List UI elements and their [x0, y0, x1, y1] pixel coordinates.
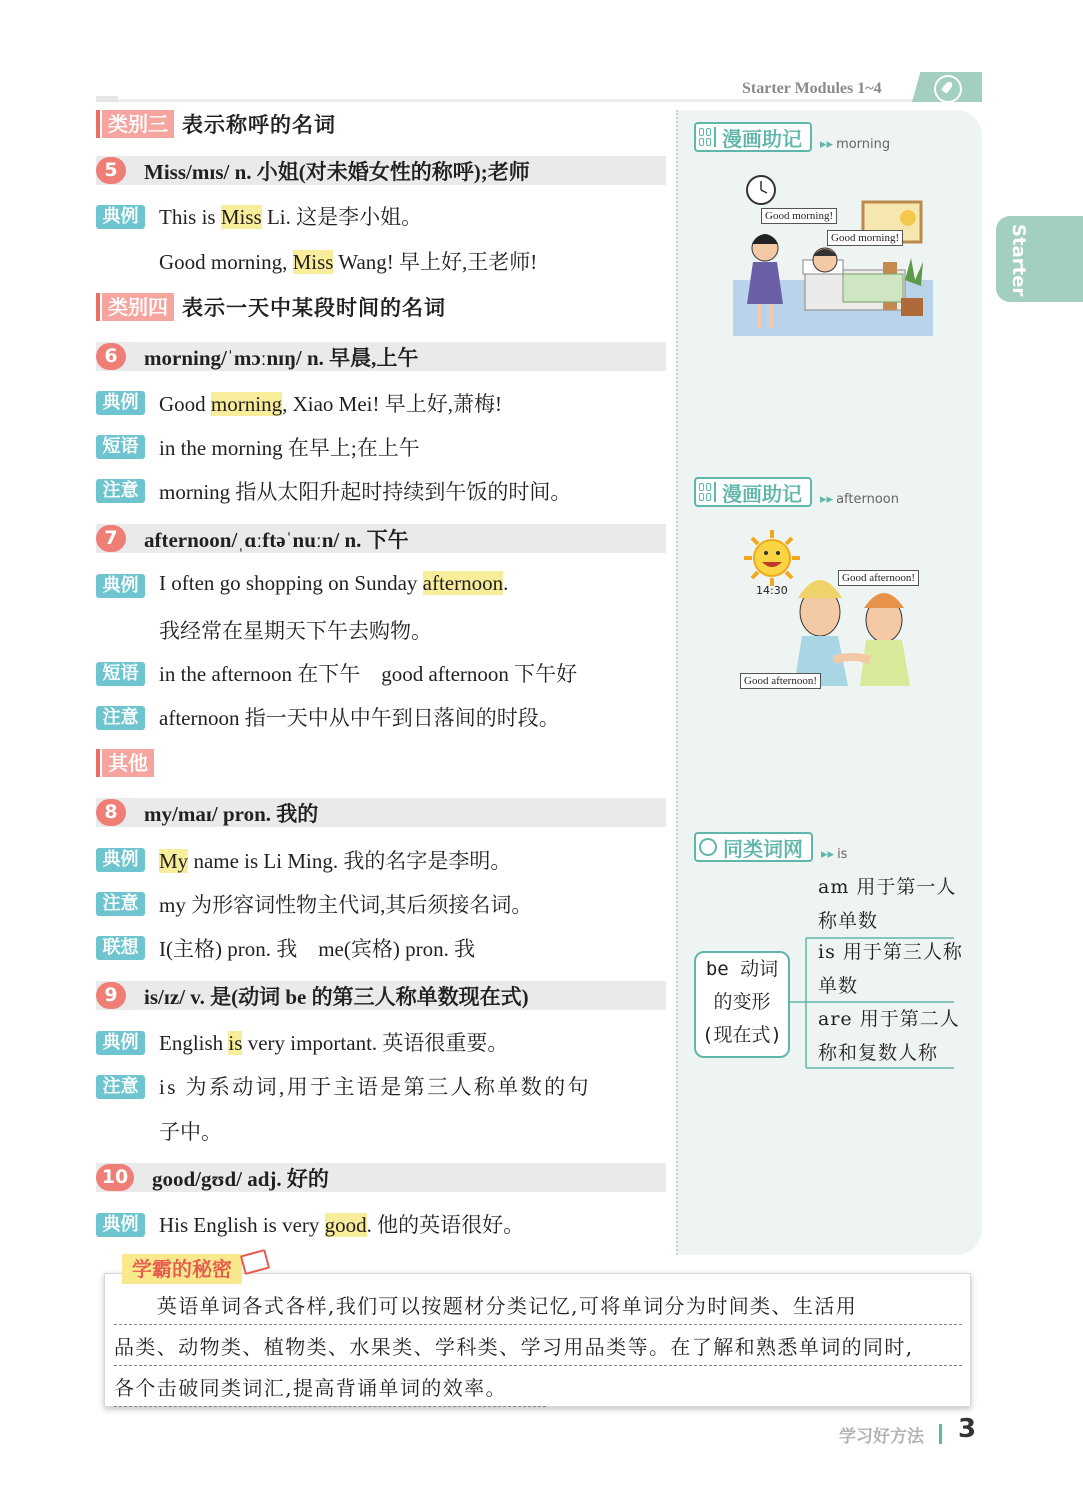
example-sentence: My name is Li Ming. 我的名字是李明。 [159, 849, 512, 873]
word-entry-morning [96, 342, 666, 371]
note-line: my 为形容词性物主代词,其后须接名词。 [159, 893, 533, 917]
note-line: is 为系动词,用于主语是第三人称单数的句 [159, 1075, 591, 1099]
comic-morning-illustration [733, 170, 933, 336]
entry-number: 10 [96, 1164, 134, 1191]
note-line: afternoon 指一天中从中午到日落间的时段。 [159, 706, 560, 730]
envelope-icon [240, 1249, 270, 1275]
note-line: morning 指从太阳升起时持续到午饭的时间。 [159, 480, 572, 504]
tag-example: 典例 [96, 1213, 145, 1237]
side-tab-starter[interactable] [996, 216, 1083, 302]
entry-number: 5 [96, 157, 126, 184]
example-sentence: Good morning, Miss Wang! 早上好,王老师! [159, 250, 538, 274]
panel-divider [676, 110, 678, 1255]
tag-phrase: 短语 [96, 662, 145, 686]
tag-note: 注意 [96, 892, 145, 916]
category-text: 表示一天中某段时间的名词 [182, 296, 446, 320]
speech-bubble: Good morning! [827, 230, 903, 246]
comic-subtitle: ▸▸ afternoon [820, 492, 899, 507]
word-entry-miss [96, 156, 666, 185]
entry-headword: is/ɪz/ v. 是(动词 be 的第三人称单数现在式) [144, 984, 529, 1009]
speech-bubble: Good morning! [761, 208, 837, 224]
secret-tip-line: 各个击破同类词汇,提高背诵单词的效率。 [114, 1370, 546, 1407]
note-line-continued: 子中。 [159, 1120, 222, 1144]
comic-title: 漫画助记 [722, 481, 802, 506]
phrase-line: in the morning 在早上;在上午 [159, 436, 420, 460]
comic-subtitle: ▸▸ morning [820, 137, 891, 152]
wordnet-title: 同类词网 [723, 836, 803, 861]
speech-bubble: Good afternoon! [838, 570, 919, 586]
entry-headword: my/maɪ/ pron. 我的 [144, 801, 319, 826]
tag-example: 典例 [96, 205, 145, 229]
entry-number: 7 [96, 525, 126, 552]
tag-example: 典例 [96, 1031, 145, 1055]
entry-number: 8 [96, 799, 126, 826]
grid-icon [696, 127, 716, 147]
wordnet-subtitle: ▸▸ is [821, 847, 848, 862]
entry-headword: Miss/mɪs/ n. 小姐(对未婚女性的称呼);老师 [144, 159, 530, 184]
tag-note: 注意 [96, 706, 145, 730]
grid-icon [696, 482, 716, 502]
category-label: 其他 [102, 749, 154, 777]
comic-heading-afternoon [694, 477, 899, 507]
rocket-icon [934, 75, 962, 103]
tag-example: 典例 [96, 391, 145, 415]
comic-afternoon-illustration [738, 528, 938, 696]
wordnet-branch-are: are 用于第二人 称和复数人称 [818, 1008, 960, 1064]
category-label: 类别四 [102, 293, 174, 321]
example-sentence: English is very important. 英语很重要。 [159, 1031, 509, 1055]
phrase-line: in the afternoon 在下午 good afternoon 下午好 [159, 662, 578, 686]
entry-number: 9 [96, 982, 126, 1009]
header-rule [96, 99, 980, 102]
tag-example: 典例 [96, 848, 145, 872]
wordnet-branch-is: is 用于第三人称 单数 [818, 941, 963, 997]
speech-bubble: Good afternoon! [740, 673, 821, 689]
tag-association: 联想 [96, 936, 145, 960]
entry-number: 6 [96, 343, 126, 370]
word-entry-my [96, 798, 666, 827]
comic-heading-morning [694, 122, 890, 152]
example-sentence: I often go shopping on Sunday afternoon. [159, 571, 509, 595]
secret-tip-tag: 学霸的秘密 [122, 1254, 242, 1284]
example-sentence: His English is very good. 他的英语很好。 [159, 1213, 525, 1237]
tag-phrase: 短语 [96, 435, 145, 459]
header-tab [912, 72, 982, 102]
entry-headword: good/gʊd/ adj. 好的 [152, 1166, 329, 1191]
category-label: 类别三 [102, 110, 174, 138]
header-tick [96, 96, 118, 102]
example-sentence: Good morning, Xiao Mei! 早上好,萧梅! [159, 392, 502, 416]
bedroom-scene-image [733, 170, 933, 336]
word-entry-good [96, 1163, 666, 1192]
running-header: Starter Modules 1~4 [742, 80, 882, 97]
wordnet-branch-am: am 用于第一人 称单数 [818, 876, 957, 932]
time-label: 14:30 [756, 584, 788, 597]
comic-title: 漫画助记 [722, 126, 802, 151]
handshake-scene-image [738, 528, 938, 696]
tag-note: 注意 [96, 1075, 145, 1099]
wordnet-heading [694, 832, 847, 862]
secret-tip-line: 品类、动物类、植物类、水果类、学科类、学习用品类等。在了解和熟悉单词的同时, [114, 1329, 962, 1366]
example-sentence: This is Miss Li. 这是李小姐。 [159, 205, 423, 229]
footer-divider [939, 1424, 942, 1444]
footer-label: 学习好方法 [839, 1427, 924, 1447]
category-other-heading [96, 748, 154, 778]
entry-headword: morning/ˈmɔːnɪŋ/ n. 早晨,上午 [144, 345, 419, 370]
entry-headword: afternoon/ˌɑːftəˈnuːn/ n. 下午 [144, 527, 409, 552]
globe-icon [699, 838, 717, 856]
category-4-heading [96, 292, 446, 322]
tag-note: 注意 [96, 479, 145, 503]
word-entry-afternoon [96, 524, 666, 553]
category-text: 表示称呼的名词 [182, 113, 336, 137]
category-3-heading [96, 109, 336, 139]
tag-example: 典例 [96, 574, 145, 598]
side-tab-label: Starter [1008, 224, 1029, 297]
wordnet-center-node: be 动词 的变形 (现在式) [694, 951, 790, 1058]
example-translation: 我经常在星期天下午去购物。 [159, 619, 432, 643]
association-line: I(主格) pron. 我 me(宾格) pron. 我 [159, 937, 476, 961]
page-number: 3 [958, 1414, 977, 1444]
secret-tip-line: 英语单词各式各样,我们可以按题材分类记忆,可将单词分为时间类、生活用 [114, 1288, 962, 1325]
word-entry-is [96, 981, 666, 1010]
